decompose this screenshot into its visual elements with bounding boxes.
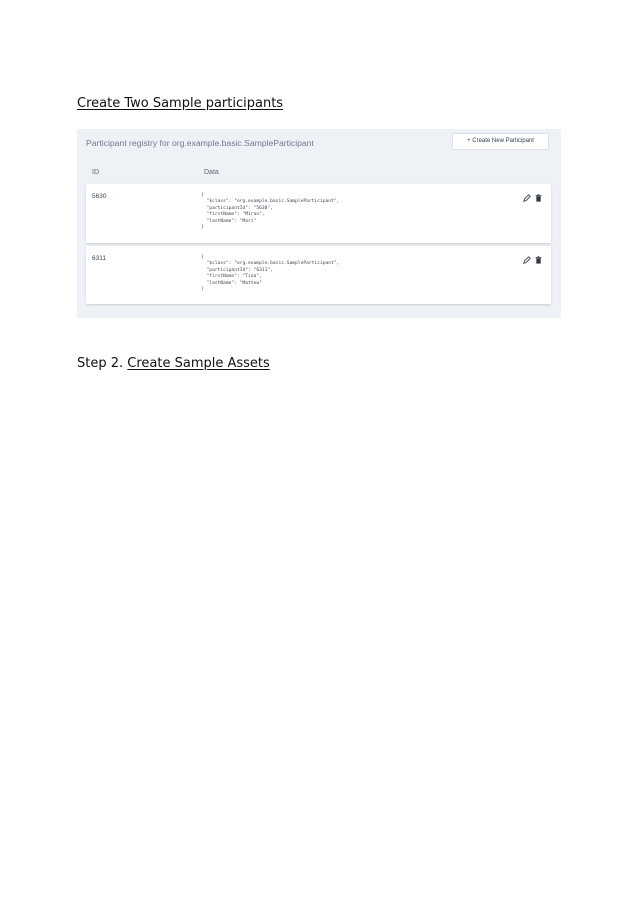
- registry-title: Participant registry for org.example.basic.SampleParticipant: [86, 138, 314, 148]
- participants-heading-link[interactable]: Create Two Sample participants: [77, 96, 284, 111]
- participant-id: 5630: [92, 193, 107, 200]
- registry-screenshot: [77, 129, 561, 318]
- column-header-id: ID: [92, 169, 99, 176]
- row-actions: [523, 194, 542, 202]
- create-sample-assets-link[interactable]: Create Sample Assets: [127, 356, 270, 371]
- pencil-icon[interactable]: [523, 256, 531, 264]
- create-new-participant-button[interactable]: + Create New Participant: [452, 133, 549, 150]
- column-header-data: Data: [204, 169, 219, 176]
- trash-icon[interactable]: [535, 256, 542, 264]
- participant-json: { "$class": "org.example.basic.SampleParticipant", "participantId": "6311", "firstName": "Tina", "lastName": "Mattew" }: [201, 255, 340, 293]
- step-2-label: Step 2.: [77, 356, 128, 371]
- participant-row: [86, 246, 551, 304]
- trash-icon[interactable]: [535, 194, 542, 202]
- section-heading-participants: [77, 96, 283, 112]
- step-2-heading: [77, 356, 270, 372]
- participant-id: 6311: [92, 255, 106, 262]
- participant-json: { "$class": "org.example.basic.SampleParticipant", "participantId": "5630", "firstName": "Miran", "lastName": "Mari" }: [201, 193, 340, 231]
- participant-row: [86, 184, 551, 243]
- pencil-icon[interactable]: [523, 194, 531, 202]
- row-actions: [523, 256, 542, 264]
